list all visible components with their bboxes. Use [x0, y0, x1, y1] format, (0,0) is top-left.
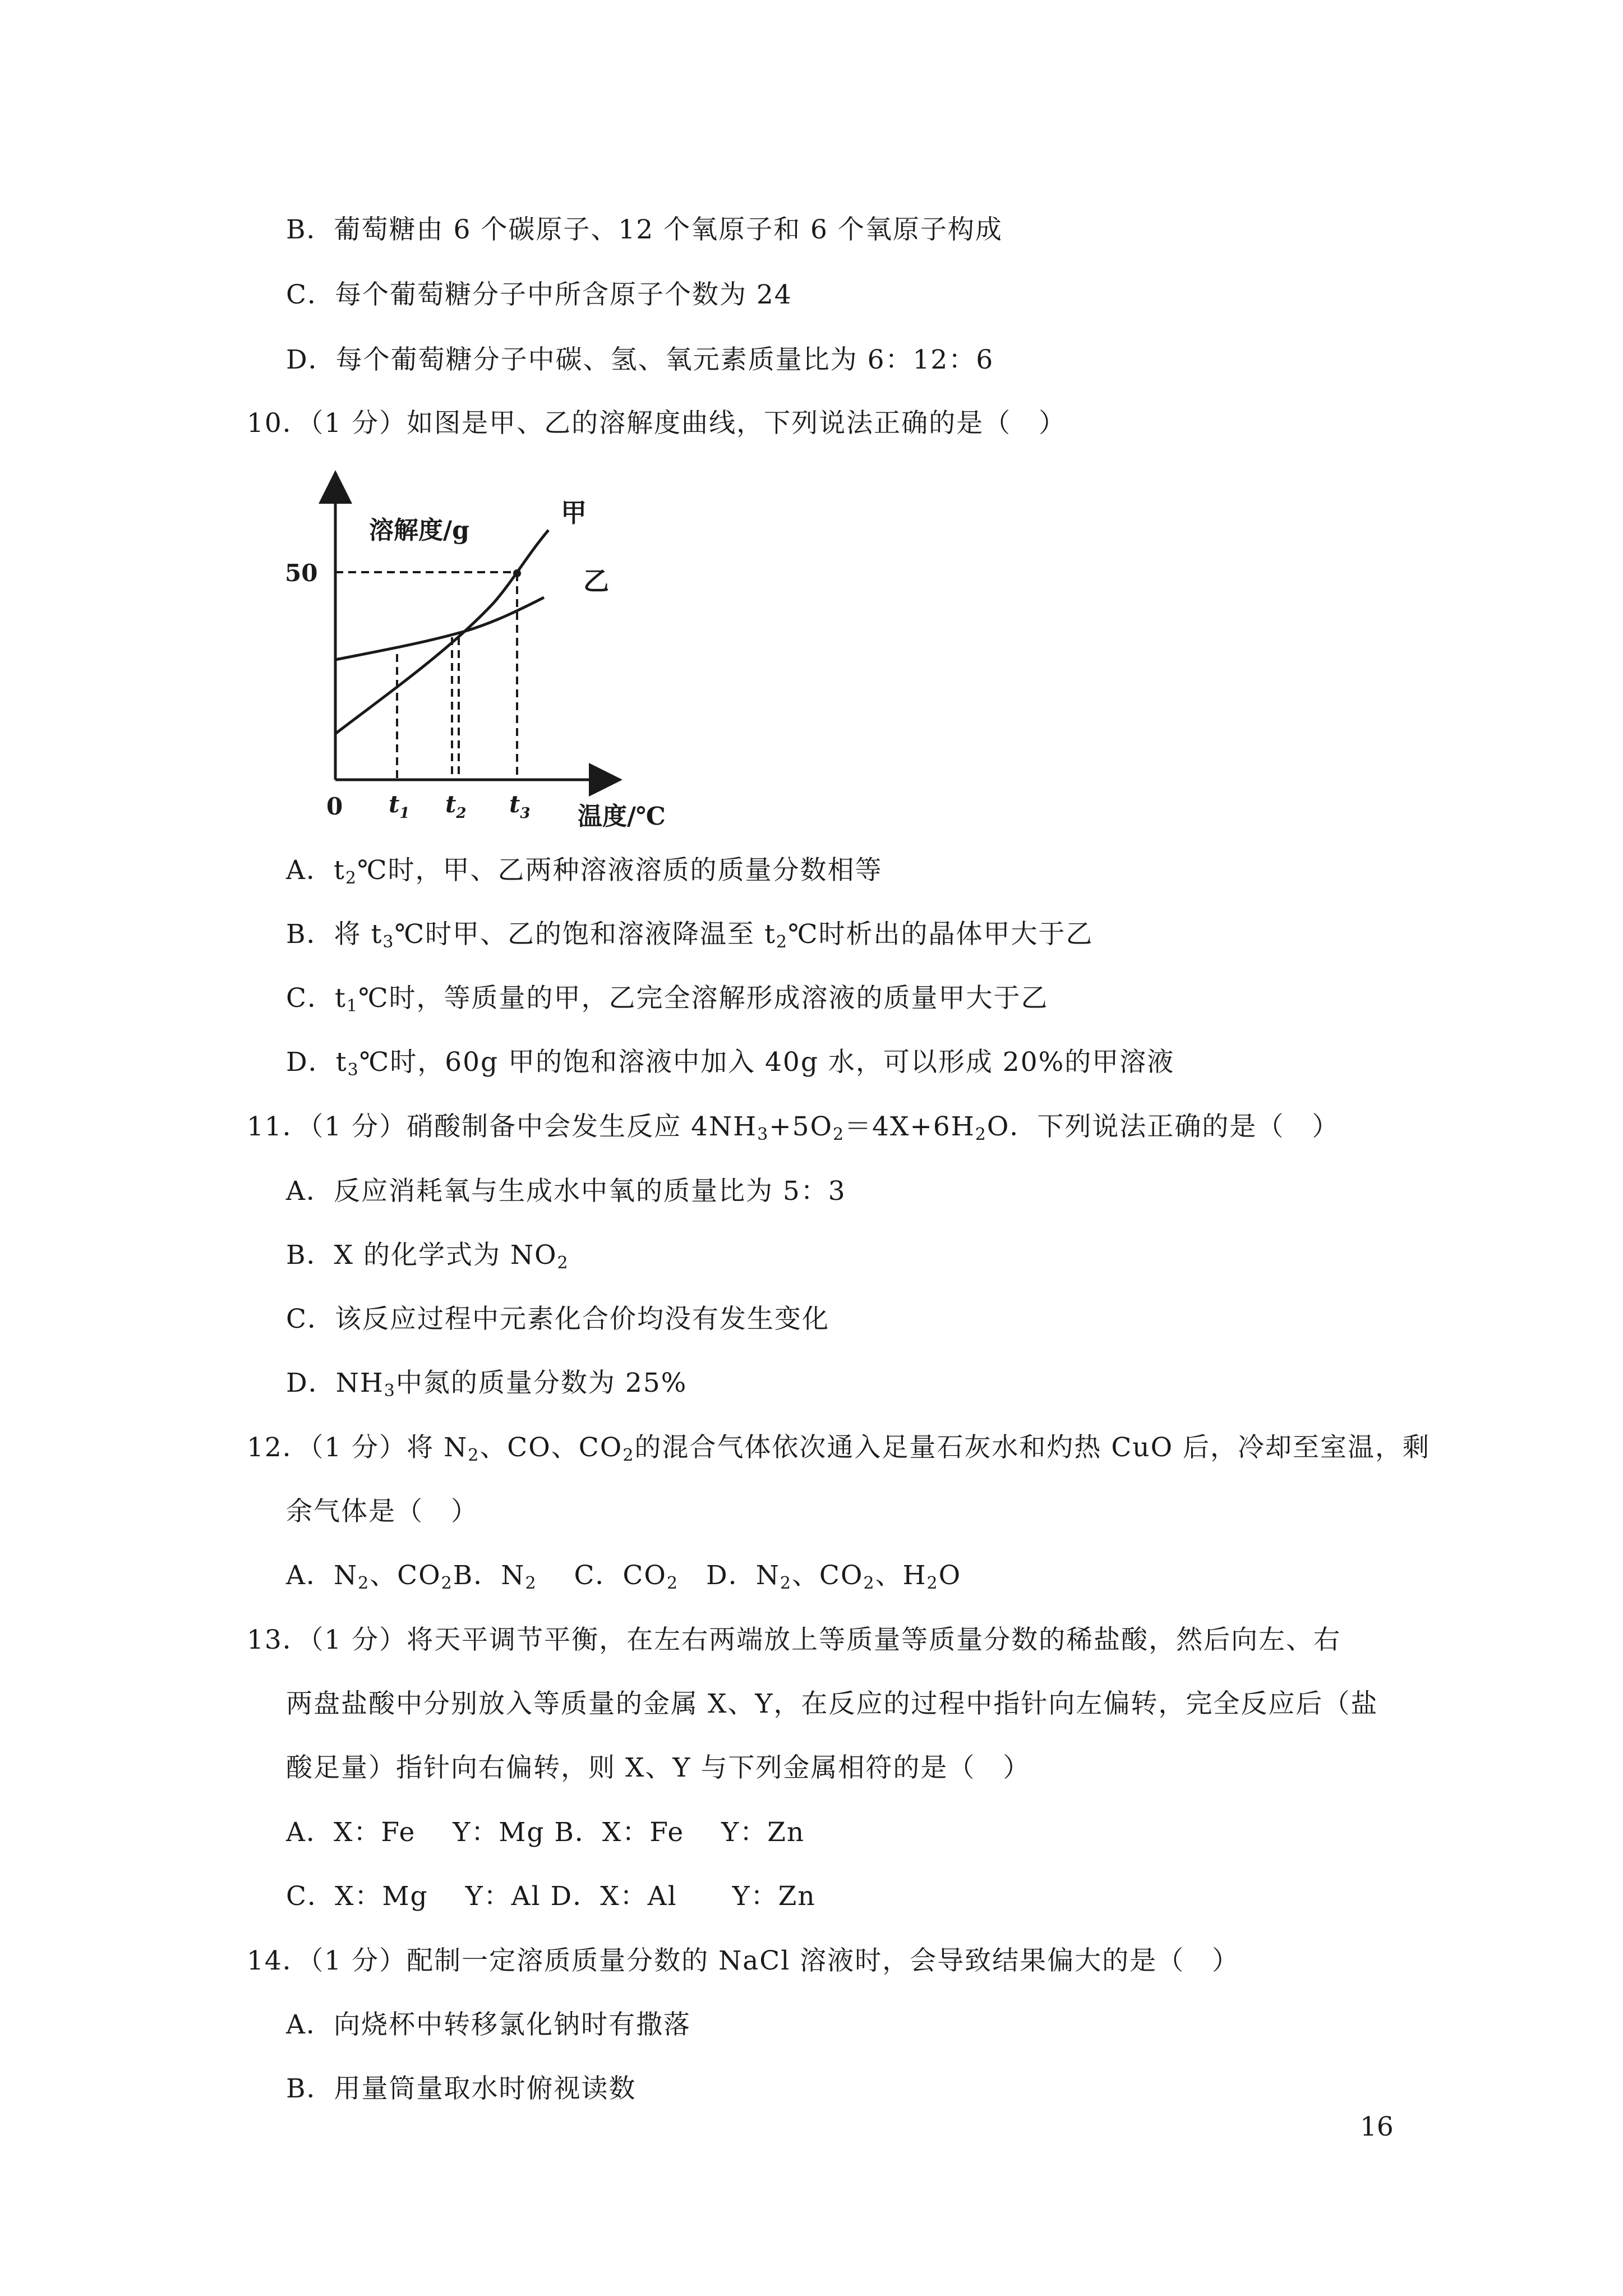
- x-tick-t2: $t_2$: [445, 790, 467, 822]
- q13-options-cd: C．X：Mg Y：Al D．X：Al Y：Zn: [286, 1881, 816, 1912]
- q9-option-c: C．每个葡萄糖分子中所含原子个数为 24: [286, 279, 792, 310]
- solubility-chart: [280, 466, 695, 836]
- q11-option-d: D．$NH_3$中氮的质量分数为 25%: [286, 1368, 688, 1401]
- point-t3-jia: [513, 569, 521, 577]
- q10-option-a: A．$t_2℃$时，甲、乙两种溶液溶质的质量分数相等: [286, 855, 883, 888]
- curve-yi: [335, 597, 544, 660]
- q12-stem-line-2: 余气体是（ ）: [286, 1496, 478, 1527]
- y-tick-50: 50: [285, 559, 318, 587]
- y-axis-label: 溶解度/g: [369, 516, 469, 545]
- q11-option-c: C．该反应过程中元素化合价均没有发生变化: [286, 1304, 829, 1335]
- q12-stem: 12．（1 分）将 $N_2$、CO、$CO_2$的混合气体依次通入足量石灰水和灼热 CuO 后，冷却至室温，剩: [247, 1432, 1431, 1465]
- q13-stem-line-3: 酸足量）指针向右偏转，则 X、Y 与下列金属相符的是（ ）: [286, 1752, 1031, 1783]
- page-number: 16: [1360, 2111, 1394, 2142]
- origin-label: 0: [326, 793, 343, 820]
- q9-option-b: B．葡萄糖由 6 个碳原子、12 个氧原子和 6 个氧原子构成: [286, 214, 1003, 245]
- q14-option-b: B．用量筒量取水时俯视读数: [286, 2073, 637, 2104]
- q10-option-b: B．将 $t_3℃$时甲、乙的饱和溶液降温至 $t_2℃$时析出的晶体甲大于乙: [286, 919, 1094, 952]
- q11-option-a: A．反应消耗氧与生成水中氧的质量比为 5：3: [286, 1176, 846, 1207]
- q9-option-d: D．每个葡萄糖分子中碳、氢、氧元素质量比为 6：12：6: [286, 344, 994, 375]
- x-tick-t1: $t_1$: [389, 790, 410, 822]
- q10-stem: 10．（1 分）如图是甲、乙的溶解度曲线，下列说法正确的是（ ）: [247, 408, 1067, 439]
- q11-stem: 11．（1 分）硝酸制备中会发生反应 $4NH_3+5O_2=4X+6H_2O$．下列说法正确的是（ ）: [247, 1111, 1340, 1144]
- q12-options: A．$N_2$、$CO_2B$．$N_2$ C．$CO_2$ D．$N_2$、$CO_2$、$H_2O$: [286, 1560, 962, 1593]
- q13-stem-line-2: 两盘盐酸中分别放入等质量的金属 X、Y，在反应的过程中指针向左偏转，完全反应后（盐: [286, 1688, 1378, 1719]
- q13-stem-line-1: 13．（1 分）将天平调节平衡，在左右两端放上等质量等质量分数的稀盐酸，然后向左、右: [247, 1625, 1341, 1655]
- q10-option-c: C．$t_1℃$时，等质量的甲，乙完全溶解形成溶液的质量甲大于乙: [286, 983, 1049, 1016]
- q10-option-d: D．$t_3℃$时，60g 甲的饱和溶液中加入 40g 水，可以形成 20%的甲溶液: [286, 1047, 1175, 1080]
- q14-stem: 14．（1 分）配制一定溶质质量分数的 NaCl 溶液时，会导致结果偏大的是（ ）: [247, 1945, 1240, 1976]
- curve-yi-label: 乙: [583, 566, 609, 596]
- q13-options-ab: A．X：Fe Y：Mg B．X：Fe Y：Zn: [286, 1817, 805, 1848]
- x-axis-label: 温度/℃: [578, 802, 666, 831]
- q11-option-b: B．X 的化学式为 $NO_2$: [286, 1240, 569, 1273]
- curve-jia-label: 甲: [561, 498, 587, 528]
- x-tick-t3: $t_3$: [509, 790, 531, 822]
- q14-option-a: A．向烧杯中转移氯化钠时有撒落: [286, 2009, 691, 2040]
